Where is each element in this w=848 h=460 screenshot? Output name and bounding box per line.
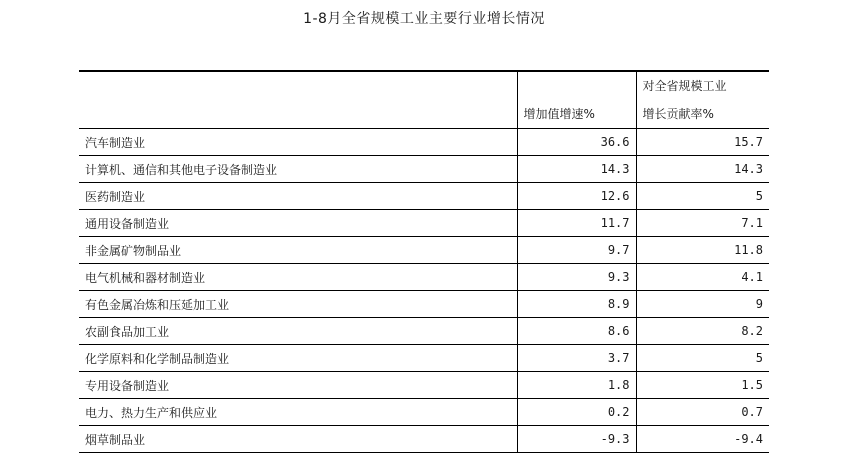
table-row xyxy=(79,210,769,237)
contribution-value: 5 xyxy=(636,345,769,372)
industry-name: 有色金属冶炼和压延加工业 xyxy=(79,291,517,318)
industry-name: 医药制造业 xyxy=(79,183,517,210)
table-row xyxy=(79,183,769,210)
growth-value: -9.3 xyxy=(517,426,636,453)
contribution-value: 5 xyxy=(636,183,769,210)
contribution-value: -9.4 xyxy=(636,426,769,453)
growth-value: 9.7 xyxy=(517,237,636,264)
header-growth: 增加值增速% xyxy=(517,71,636,129)
growth-value: 0.2 xyxy=(517,399,636,426)
table-row xyxy=(79,426,769,453)
industry-name: 烟草制品业 xyxy=(79,426,517,453)
growth-value: 8.9 xyxy=(517,291,636,318)
table-body xyxy=(79,129,769,453)
table-row xyxy=(79,318,769,345)
growth-value: 8.6 xyxy=(517,318,636,345)
industry-name: 电力、热力生产和供应业 xyxy=(79,399,517,426)
growth-value: 1.8 xyxy=(517,372,636,399)
growth-value: 9.3 xyxy=(517,264,636,291)
growth-value: 3.7 xyxy=(517,345,636,372)
table-row xyxy=(79,345,769,372)
table-row xyxy=(79,237,769,264)
header-industry xyxy=(79,71,517,129)
industry-name: 化学原料和化学制品制造业 xyxy=(79,345,517,372)
header-contribution xyxy=(636,71,769,129)
contribution-value: 11.8 xyxy=(636,237,769,264)
contribution-value: 4.1 xyxy=(636,264,769,291)
industry-name: 专用设备制造业 xyxy=(79,372,517,399)
header-contribution-line1: 对全省规模工业 xyxy=(642,79,727,93)
table-title: 1-8月全省规模工业主要行业增长情况 xyxy=(303,11,545,27)
industry-name: 非金属矿物制品业 xyxy=(79,237,517,264)
contribution-value: 9 xyxy=(636,291,769,318)
table-row xyxy=(79,156,769,183)
contribution-value: 14.3 xyxy=(636,156,769,183)
table-row xyxy=(79,372,769,399)
table-row xyxy=(79,264,769,291)
table-row xyxy=(79,399,769,426)
growth-value: 11.7 xyxy=(517,210,636,237)
industry-name: 通用设备制造业 xyxy=(79,210,517,237)
contribution-value: 15.7 xyxy=(636,129,769,156)
industry-name: 农副食品加工业 xyxy=(79,318,517,345)
contribution-value: 7.1 xyxy=(636,210,769,237)
growth-value: 12.6 xyxy=(517,183,636,210)
contribution-value: 0.7 xyxy=(636,399,769,426)
industry-name: 汽车制造业 xyxy=(79,129,517,156)
growth-value: 36.6 xyxy=(517,129,636,156)
table-header-row xyxy=(79,71,769,129)
contribution-value: 8.2 xyxy=(636,318,769,345)
contribution-value: 1.5 xyxy=(636,372,769,399)
industry-name: 计算机、通信和其他电子设备制造业 xyxy=(79,156,517,183)
growth-value: 14.3 xyxy=(517,156,636,183)
industry-growth-table xyxy=(79,70,769,453)
table-row xyxy=(79,291,769,318)
header-contribution-line2: 增长贡献率% xyxy=(642,107,714,121)
industry-name: 电气机械和器材制造业 xyxy=(79,264,517,291)
table-row xyxy=(79,129,769,156)
